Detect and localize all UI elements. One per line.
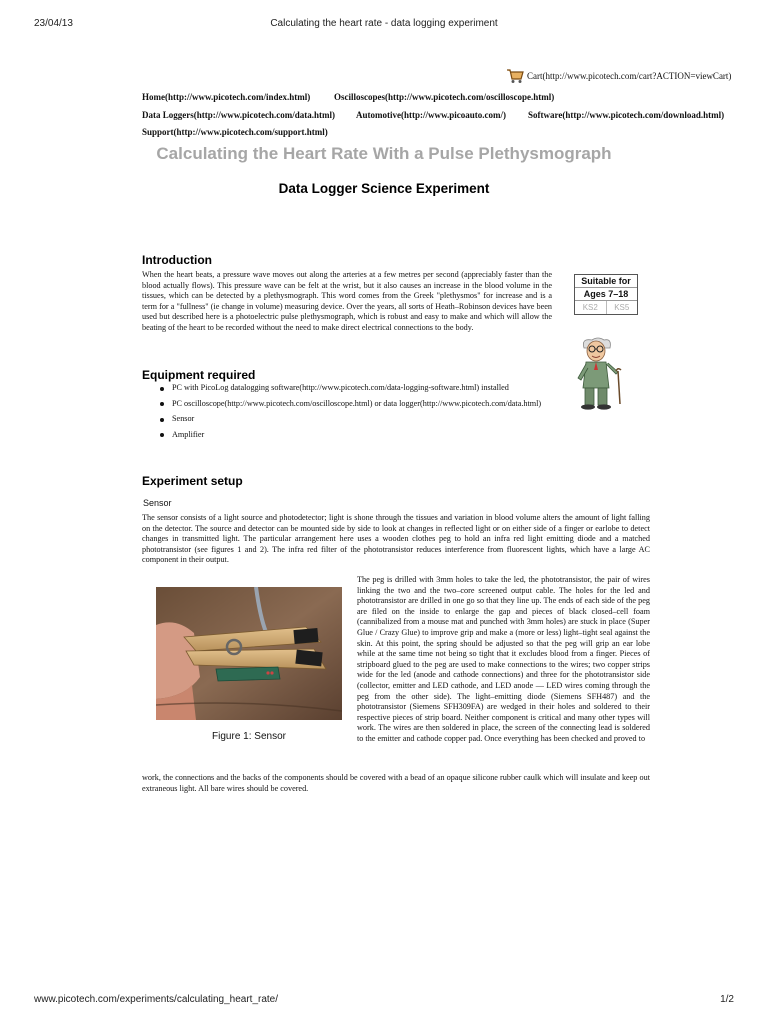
equipment-item: Amplifier	[158, 430, 582, 441]
suitable-box	[574, 274, 638, 315]
key-stage-end: KS5	[614, 303, 630, 312]
nav-data-loggers[interactable]: Data Loggers(http://www.picotech.com/data.html)	[142, 110, 335, 120]
setup-heading: Experiment setup	[142, 474, 243, 488]
print-date: 23/04/13	[34, 18, 73, 29]
key-stage-start: KS2	[575, 301, 607, 314]
equipment-item: Sensor	[158, 414, 582, 425]
figure-caption: Figure 1: Sensor	[212, 731, 286, 742]
print-doc-title: Calculating the heart rate - data logging experiment	[270, 18, 498, 29]
cart-icon	[506, 68, 524, 84]
page-title: Calculating the Heart Rate With a Pulse Plethysmograph	[156, 144, 612, 163]
sensor-photo	[156, 587, 342, 720]
nav-home[interactable]: Home(http://www.picotech.com/index.html)	[142, 92, 311, 102]
equipment-item: PC with PicoLog datalogging software(http://www.picotech.com/data-logging-software.html) installed	[158, 383, 582, 394]
print-page-number: 1/2	[720, 994, 734, 1005]
equipment-list	[158, 383, 582, 445]
nav-software[interactable]: Software(http://www.picotech.com/download.html)	[528, 110, 725, 120]
print-url: www.picotech.com/experiments/calculating_heart_rate/	[34, 994, 279, 1005]
nav-oscilloscopes[interactable]: Oscilloscopes(http://www.picotech.com/oscilloscope.html)	[334, 92, 555, 102]
cart-link[interactable]	[506, 68, 731, 84]
nav-support[interactable]: Support(http://www.picotech.com/support.html)	[142, 127, 328, 137]
equipment-item: PC oscilloscope(http://www.picotech.com/oscilloscope.html) or data logger(http://www.picotech.com/data.html)	[158, 399, 582, 410]
suitable-ages: Ages 7–18	[575, 288, 637, 301]
sensor-subheading: Sensor	[143, 498, 172, 508]
introduction-text: When the heart beats, a pressure wave moves out along the arteries at a few metres per second (appreciably faster than the blood actually flows). This pressure wave can be felt at the wrist, but it also causes an increase in the blood volume in the tissues, which can be detected by a plethysmograph. This word comes from the Greek "plethysmos" for increase and is a term for a "fullness" (ie change in volume) measuring device. Over the years, all sorts of Heath–Robinson devices have been used but described here is a photoelectric pulse plethysmograph, which is robust and easy to make and which will allow the beating of the heart to be recorded without the need to make direct electrical connections to the body.	[142, 270, 552, 332]
page-subtitle: Data Logger Science Experiment	[278, 181, 490, 196]
introduction-heading: Introduction	[142, 253, 212, 267]
peg-text-continued: work, the connections and the backs of the components should be covered with a bead of an opaque silicone rubber caulk which will insulate and keep out extraneous light. All bare wires should be covered.	[142, 773, 650, 793]
cart-label: Cart(http://www.picotech.com/cart?ACTION=viewCart)	[527, 71, 732, 81]
nav-automotive[interactable]: Automotive(http://www.picoauto.com/)	[356, 110, 506, 120]
equipment-heading: Equipment required	[142, 368, 256, 382]
sensor-text: The sensor consists of a light source and photodetector; light is shone through the tissues and variation in blood volume alters the amount of light falling on the detector. The source and detector can be mounted side by side to look at changes in reflected light or on either side of a finger or earlobe to detect changes in transmitted light. The particular arrangement here uses a wooden clothes peg to hold an infra red light emitting diode and a matched phototransistor (see figures 1 and 2). The infra red filter of the phototransistor reduces interference from fluorescent lights, which have a large AC component in their output.	[142, 513, 650, 565]
suitable-label: Suitable for	[575, 275, 637, 288]
peg-text: The peg is drilled with 3mm holes to take the led, the phototransistor, the pair of wires linking the two and the two–core screened output cable. The holes for the led and phototransistor are drilled in one go so that they line up. The ends of each side of the peg are filed on the inside to enlarge the gap and pieces of black closed–cell foam (cannibalized from a mouse mat and punched with 3mm holes) are stuck in place (Super Glue / Crazy Glue) to improve grip and make a (more or less) light–tight seal against the skin. At this point, the spring should be adjusted so that the peg will grip an ear lobe while at the same time not being so tight that it excludes blood from a finger. Pieces of stripboard glued to the peg are used to make connections to the wires; two copper strips wide for the led (anode and cathode connections) and three for the phototransistor side (collector, emitter and LED cathode, and LED anode — LED wires coming through the peg from the other side). The light–emitting diode (Siemens SFH487) and the phototransistor (Siemens SFH309FA) are wedged in their holes and soldered to their respective pieces of strip board. Neither component is critical and many other types will work. The wires are then soldered in place, the screen of the connecting lead is soldered to the emitter and cathode copper pad. Once everything has been checked and proved to	[357, 575, 650, 743]
